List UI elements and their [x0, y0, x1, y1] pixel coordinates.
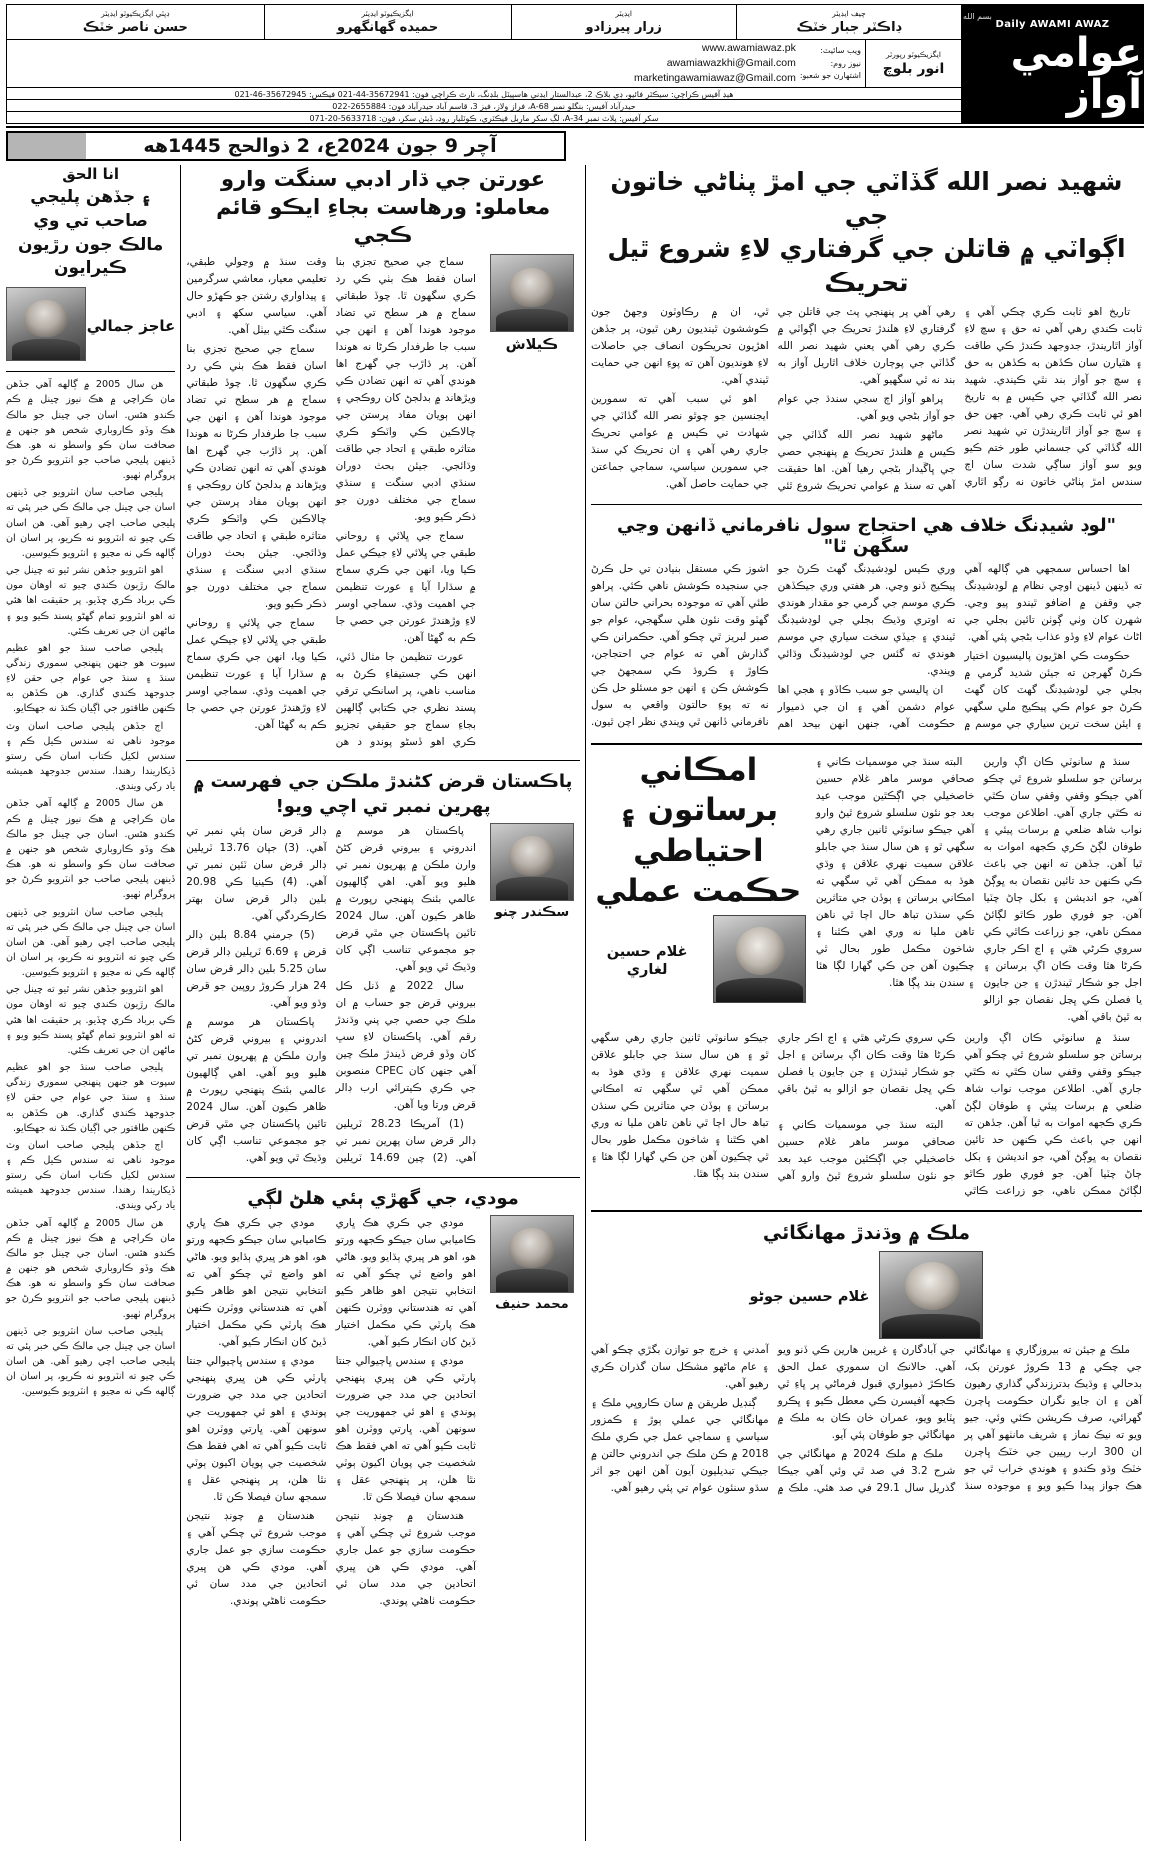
paragraph: اهو ئي سبب آهي ته سمورين ايجنسين جو چوٿو نصر الله گڏاٽي جي شهادت تي ڪيس ۾ عوامي تحريڪ جاري رهي آهي ۽ ان تحريڪ کي سنڌ جي سمورين سياسي، سماجي جماعتن جي حمايت حاصل آهي.	[590, 393, 769, 490]
masthead-contact-row	[7, 39, 961, 87]
paragraph: پليجي صاحب سان انٽرويو جي ڏينهن اسان جي چينل جي مالڪ ڪي خبر پئي ته پليجي صاحب اچي رهيو آهي. هن اسان ڪي چيو ته انٽرويو نه ڪريو، پر اسان ان ڳالهه ڪي نه مڃيو ۽ انٽرويو ڪيوسين.	[6, 487, 176, 559]
author-photo	[879, 1251, 983, 1339]
contact-newsroom-email[interactable]: awamiawazkhi@Gmail.com	[666, 57, 796, 70]
rains-headline-line1: امڪاني برساتون ۽	[618, 752, 779, 829]
author-photo	[6, 287, 86, 361]
paragraph: (5) جرمني 8.84 بلين ڊالر قرض ۽ 6.69 ٽريلين ڊالر قرض سان 5.25 بلين ڊالر قرض سان 24 هزار ڪروڙ روپين جو قرض وڌو ويو آهي.	[186, 928, 327, 1009]
column-left	[6, 165, 175, 1841]
paragraph: ملڪ ۾ جيئن ته بيروزگاري ۽ مهانگائي جي چڪي ۾ 13 ڪروڙ عورتن بک، بدحالي ۽ وڌيڪ بدترزندگي گذاري رهيون آهن ۽ ان جايو نگران حڪومت ڀاڄرن گهرائي، صرف ڪريشن ڪئي وئي. جيو ويو ته نيڪ نماز ۽ شريف مانٺهو آهي پر ان 300 ارب رپيين جي خٽڪ ڀاڄرن خٽڪ وڌو ڪندو ۽ هوندي خراب ٿي جو هڪ جواز پيدا ڪيو ويو ۽ موجوده سنڌ جي آبادگارن ۽ غريبن هارين ڪي ڏنو ويو آهي. حالانڪ ان سموري عمل الحق ڪاڪڙ ذميواري قبول فرماڻي پر ڀاءِ ٿي ڪجهه آفيسرن ڪي معطل ڪيو ۽ ڀڪرو ڀٽايو ويو، عمران خان ڪان به ملڪ ۾ مهانگائي جو طوفان پئي آيو.	[777, 1343, 1143, 1492]
contact-values	[11, 41, 796, 86]
author-photo	[490, 254, 574, 332]
divider	[6, 371, 175, 372]
paragraph: سنڌ ۾ سانوٽي ڪان اڳ وارين برساتن جو سلسلو شروع ٿي چڪو آهي جيڪو وقفي وقفي سان ڪٿي نه ڪٿي جاري آهي. اطلاعن موجب نواب شاھ ضلعي ۾ برسات پيئي ۽ طوفان لڳڻ ڪري ڪجهه اموات به ٿيا آهن. جڏهن ته انهن جي باعث ڪي ڪنهن حد تائين نقصان به ڀوڳڻ آهي، جو انديشن ۽ بکل ڄاڻ چٽيا آهن. جو فوري طور ڪاٿو لڳائڻ ممڪن ناهي، جو زراعت ڪاٿي ڪي سروي ڪرڻي هٿي ۽ اڃ اڪر جاري ڪرڻا هٿا وقت ڪان اڳ برساتن ۽ اجل جو شڪار ٿيندڙن ۽ جن جايون يا فصلن ڪي ڀڃل نقصان جو ازالو به ٿيڻ باقي آهي.	[983, 756, 1142, 1023]
women-sangat-body	[186, 254, 476, 751]
women-sangat-headline: عورتن جي ڌار ادبي سنگت وارو معاملو: ورهاست بجاءِ ايڪو قائم ڪجي	[216, 167, 551, 248]
author-photo	[490, 823, 574, 901]
column-headline	[6, 186, 175, 281]
paragraph: مودي جي ڪري هڪ ڀاري ڪاميابي سان جيڪو ڪجهه ورتو هو، اهو هر ڀيري ٻڌايو ويو. هاڻي اهو واضع ٿي چڪو آهي ته انتخابي نتيجن اهو ظاهر ڪيو آهي ته هندستاني ووٽرن ڪنهن هڪ پارٽي ڪي مڪمل اختيار ڏيڻ کان انڪار ڪيو آهي.	[335, 1217, 476, 1349]
paragraph: پاڪستان هر موسم ۾ اندروني ۽ بيروني قرض کڻڻ وارن ملڪن ۾ پهريون نمبر تي هليو ويو آهي. اهي ڳالهيون عالمي بئنڪ پنهنجي رپورٽ ۾ ظاهر ڪيون آهن. سال 2024 تائين پاڪستان جي مٿي قرض جو مجموعي تناسب اڳي کان وڌيڪ ٿي ويو آهي.	[186, 1015, 327, 1164]
masthead-info-block	[6, 4, 961, 124]
staff-name: ڊاڪٽر جبار خٽڪ	[796, 19, 902, 35]
column-headline-line1: ۽ جڏهن پليجي صاحب تي وي	[30, 187, 151, 231]
masthead-logo-block	[961, 4, 1144, 124]
loadshedding-headline: "لوڊ شيڊنگ خلاف هي احتجاج سول نافرماني ڏانهن وڃي سگهن ٿا"	[616, 515, 1116, 557]
bismillah-text: بسم الله	[963, 12, 992, 21]
paragraph: پليجي صاحب سنڌ جو اهو عظيم سپوت هو جنهن پنهنجي سموري زندگي سنڌ ۽ سنڌ جي عوام جي حقن لاءِ جدوجهد ڪندي گذاري. هن ڪڏهن به ڪنهن طاقتور جي اڳيان ڪنڌ نه جھڪايو.	[6, 642, 176, 715]
loan-headline: پاڪستان قرض کڻندڙ ملڪن جي فهرست ۾ پهرين نمبر تي اچي ويو!	[193, 771, 573, 817]
author-photo	[713, 915, 806, 1003]
paragraph: (1) آمريڪا 28.23 ٽريلين ڊالر قرض سان پهرين نمبر تي آهي. (2) چين 14.69 ٽريلين ڊالر قرض سان ٻئي نمبر تي آهي. (3) جپان 13.76 ٽريلين ڊالر قرض سان ٽئين نمبر تي آهي. (4) ڪينيا ڪي 20.98 بلين ڊالر قرض سان بهتر ڪارڪردگي آهي.	[186, 824, 476, 1164]
paragraph: مودي ۽ سندس ڀاڄيوالي جنتا پارٽي ڪي هن ڀيري پنهنجي اتحادين جي مدد جي ضرورت پوندي ۽ اهو ئي جمهوريت جي سونهن آهي. ڀارتي ووٽرن اهو ثابت ڪيو آهي ته اهي فقط هڪ شخصيت جي پويان اکيون ٻوٽي نٿا هلن، پر پنهنجي عقل ۽ سمجھ سان فيصلا ڪن ٿا.	[186, 1355, 327, 1504]
divider	[591, 504, 1142, 505]
rains-body	[816, 754, 1142, 1026]
rains-headline-line2: احتياطي حڪمت عملي	[595, 832, 802, 909]
price-author-block	[591, 1251, 1142, 1339]
price-body	[591, 1342, 1142, 1497]
paragraph: اها احساس سمجهي هي ڳالهه آهي ته ڏينهن ڏينهن اوچي نظام ۾ لوڊشيڊنگ جي وقفن ۾ اضافو ٿيندو پيو وڃي. شهرن کان وٺي ڳوٺن تائين بجلي جي اڻاٺ عوام لاءِ وڏو عذاب بڻجي پئي آهي.	[964, 563, 1142, 643]
author-name: عاجز جمالي	[86, 316, 176, 335]
paragraph: سال 2022 ۾ ڏنل ڪل بيروني قرض جو حساب ۾ ان ملڪ جي حصي جي پني وڌندڙ رقم آهي. پاڪستان لاءِ سڀ کان وڏو قرض ڏيندڙ ملڪ چين آهي جنهن کان CPEC منصوبن جي ڪري ڪيترائي ارب ڊالر قرض ورتا ويا آهن.	[335, 979, 476, 1111]
staff-executive-editor	[264, 5, 511, 39]
staff-role: ايڊيٽر	[615, 9, 632, 19]
divider	[186, 760, 580, 761]
paragraph: سماج جي صحيح تجزي بنا اسان فقط هڪ بٺي ڪي رد ڪري سگهون ٿا. چوڏ طبقاتي سماج ۾ هر سطح تي تضاد موجود هوندا آهن ۽ انهن جي سبب جا طرفدار ڪرڻا نه هوندا آهن. پر ڌاڙب جي گهرج اها هوندي آهي ته انهن تضادن ڪي ويڙهاند ۾ بدلجڻ کان روڪجي ۽ انهن ٻويان مفاد پرستن جي چالاڪين ڪي واٽڪو ڪري متاثره طبقي ۽ اتحاد جي طاقت وڌائجي. جيئن بحث دوران سنڌي ادبي سنگت ۽ سنڌي سماج جي مختلف دورن جو ذڪر ڪيو ويو.	[335, 256, 476, 524]
masthead	[6, 4, 1144, 128]
content-grid	[6, 165, 1144, 1841]
paragraph: هن سال 2005 ۾ ڳالهه آهي جڏهن مان ڪراچي ۾ هڪ نيوز چينل ۾ ڪم ڪندو هئس. اسان جي چينل جو مالڪ هڪ وڏو ڪاروباري شخص هو جنهن ۾ صحافت سان ڪو واسطو نه هو. هڪ ڏينهن پليجي صاحب جو انٽرويو ڪرڻ جو پروگرام ٺهيو.	[6, 798, 176, 901]
column-right	[591, 165, 1144, 1841]
paragraph: اڄ جڏهن پليجي صاحب اسان وٽ موجود ناهي ته سندس ڪيل ڪم ۽ سندس لکيل ڪتاب اسان ڪي رستو ڏيکاريندا رهندا. سندس جدوجهد هميشه ياد رکي ويندي.	[6, 720, 176, 793]
author-name: غلام حسين جوڻو	[749, 1288, 870, 1305]
paragraph: پليجي صاحب سان انٽرويو جي ڏينهن اسان جي چينل جي مالڪ ڪي خبر پئي ته پليجي صاحب اچي رهيو آهي. هن اسان ڪي چيو ته انٽرويو نه ڪريو، پر اسان ان ڳالهه ڪي نه مڃيو ۽ انٽرويو ڪيوسين.	[6, 906, 176, 979]
masthead-staff-row	[7, 5, 961, 39]
rains-body-cont	[591, 1030, 1142, 1200]
masthead-contact-body	[7, 40, 865, 87]
staff-name: حميده گھانگھرو	[336, 19, 439, 35]
paragraph: هن سال 2005 ۾ ڳالهه آهي جڏهن مان ڪراچي ۾ هڪ نيوز چينل ۾ ڪم ڪندو هئس. اسان جي چينل جو مالڪ هڪ وڏو ڪاروباري شخص هو جنهن ۾ صحافت سان ڪو واسطو نه هو. هڪ ڏينهن پليجي صاحب جو انٽرويو ڪرڻ جو پروگرام ٺهيو.	[6, 1217, 176, 1320]
contact-label-newsroom: نيوز روم:	[830, 58, 861, 68]
paragraph: اڄ جڏهن پليجي صاحب اسان وٽ موجود ناهي ته سندس ڪيل ڪم ۽ سندس لکيل ڪتاب اسان ڪي رستو ڏيکاريندا رهندا. سندس جدوجهد هميشه ياد رکي ويندي.	[6, 1139, 176, 1212]
staff-chief-editor	[736, 5, 961, 39]
columnist-body	[6, 377, 175, 1841]
paragraph: پراهو آواز اڄ سجي سندڌ جي عوام جو آواز بڻجي ويو آهي.	[777, 393, 956, 422]
rains-headline	[591, 750, 806, 911]
paragraph: پليجي صاحب سنڌ جو اهو عظيم سپوت هو جنهن پنهنجي سموري زندگي سنڌ ۽ سنڌ جي عوام جي حقن لاءِ جدوجهد ڪندي گذاري. هن ڪڏهن به ڪنهن طاقتور جي اڳيان ڪنڌ نه جھڪايو.	[6, 1062, 176, 1134]
masthead-brand-sindhi: عوامي آواز	[1010, 30, 1142, 118]
loan-author-block	[484, 823, 580, 921]
paragraph: البته سنڌ جي موسميات ڪاني ۽ صحافي موسر ماهر غلام حسين خاصخيلي جي اڳڪٿين موجب عيد بعد جو نئون سلسلو شروع ٿيڻ وارو آهي جيڪو سانوٽي ٿانين جاري رهي سگهي ٿو ۽ هن سال سنڌ جي جابلو علاقن سميت نهري علاقن ۽ وڌي هوڌ به ممڪن آهي ٿي سگهي ته امڪاني برساتن ۽ ٻوڏن جي متاثرين ڪي سنڌن تباھ حال اڄا ٿي ناهن تاهن مليا نه وري اهي ڪٿنا ۽ شاخون مڪمل طور بحال ٿي چڪيون آهن جن ڪي گهارا لڳا هئا ۽ سندن بند پڳا هٿا.	[815, 756, 975, 989]
lead-headline-line1: شهيد نصر الله گڏاٽي جي امڙ پٺاڻي خاتون جي	[610, 167, 1123, 230]
staff-editor	[511, 5, 736, 39]
masthead-brand-english: Daily AWAMI AWAZ	[995, 19, 1110, 30]
paragraph: سماج جي صحيح تجزي بنا اسان فقط هڪ بٺي ڪي رد ڪري سگهون ٿا. چوڏ طبقاتي سماج ۾ هر سطح تي تضاد موجود هوندا آهن ۽ انهن جي سبب جا طرفدار ڪرڻا نه هوندا آهن. پر ڌاڙب جي گهرج اها هوندي آهي ته انهن تضادن ڪي ويڙهاند ۾ بدلجڻ کان روڪجي ۽ انهن ٻويان مفاد پرستن جي چالاڪين ڪي واٽڪو ڪري متاثره طبقي ۽ اتحاد جي طاقت وڌائجي. جيئن بحث دوران سنڌي ادبي سنگت ۽ سنڌي سماج جي مختلف دورن جو ذڪر ڪيو ويو.	[186, 343, 327, 611]
paragraph: سنڌ ۾ سانوٽي ڪان اڳ وارين برساتن جو سلسلو شروع ٿي چڪو آهي جيڪو وقفي وقفي سان ڪٿي نه ڪٿي جاري آهي. اطلاعن موجب نواب شاھ ضلعي ۾ برسات پيئي ۽ طوفان لڳڻ ڪري ڪجهه اموات به ٿيا آهن. جڏهن ته انهن جي باعث ڪي ڪنهن حد تائين نقصان به ڀوڳڻ آهي، جو انديشن ۽ بکل ڄاڻ چٽيا آهن. جو فوري طور ڪاٿو لڳائڻ ممڪن ناهي، جو زراعت ڪاٿي ڪي سروي ڪرڻي هٿي ۽ اڃ اڪر جاري ڪرڻا هٿا وقت ڪان اڳ برساتن ۽ اجل جو شڪار ٿيندڙن ۽ جن جايون يا فصلن ڪي ڀڃل نقصان جو ازالو به ٿيڻ باقي آهي.	[777, 1032, 1142, 1197]
article-lead	[591, 165, 1142, 495]
column-kicker: انا الحق	[62, 165, 119, 183]
staff-executive-reporter	[865, 40, 961, 87]
address-sukkur: سکر آفيس: پلاٽ نمبر 34-A، لڳ سکر ماربل فيڪٽري، ڪوٽليار روڊ، ڏيئن سکر، فون: 5633718-20-071	[7, 111, 961, 123]
divider	[186, 1177, 580, 1178]
author-name: ڪيلاش	[505, 337, 559, 354]
paragraph: مودي ۽ سندس ڀاڄيوالي جنتا پارٽي ڪي هن ڀيري پنهنجي اتحادين جي مدد جي ضرورت پوندي ۽ اهو ئي جمهوريت جي سونهن آهي. ڀارتي ووٽرن اهو ثابت ڪيو آهي ته اهي فقط هڪ شخصيت جي پويان اکيون ٻوٽي نٿا هلن، پر پنهنجي عقل ۽ سمجھ سان فيصلا ڪن ٿا.	[335, 1355, 476, 1504]
lead-headline	[591, 165, 1142, 299]
contact-website-url[interactable]: www.awamiawaz.pk	[701, 42, 796, 55]
contact-label-ads: اشتهارن جو شعبو:	[799, 70, 861, 80]
staff-role: ايگزيڪيوٽو ايڊيٽر	[361, 9, 414, 19]
column-divider	[180, 165, 181, 1841]
staff-deputy-executive-editor	[7, 5, 264, 39]
divider-thick	[591, 743, 1142, 745]
paragraph: هندستان ۾ چونڊ نتيجن موجب شروع ٿي چڪي آهي ۽ حڪومت سازي جو عمل جاري آهي. مودي ڪي هن ڀيري اتحادين جي مدد سان ئي حڪومت ٺاهڻي پوندي.	[335, 1510, 476, 1608]
article-loadshedding	[591, 510, 1142, 733]
paragraph: البته سنڌ جي موسميات ڪاني ۽ صحافي موسر ماهر غلام حسين خاصخيلي جي اڳڪٿين موجب عيد بعد جو نئون سلسلو شروع ٿيڻ وارو آهي جيڪو سانوٽي ٿانين جاري رهي سگهي ٿو ۽ هن سال سنڌ جي جابلو علاقن سميت نهري علاقن ۽ وڌي هوڌ به ممڪن آهي ٿي سگهي ته امڪاني برساتن ۽ ٻوڏن جي متاثرين ڪي سنڌن تباھ حال اڄا ٿي ناهن تاهن مليا نه وري اهي ڪٿنا ۽ شاخون مڪمل طور بحال ٿي چڪيون آهن جن ڪي گهارا لڳا هئا ۽ سندن بند پڳا هٿا.	[590, 1032, 956, 1182]
staff-role: ڊپٽي ايگزيڪيوٽو ايڊيٽر	[101, 9, 170, 19]
paragraph: سماج جي ڀلائي ۽ روحاني طبقي جي ڀلائي لاءِ جيڪي عمل ڪيا ويا، انهن جي ڪري سماج ۾ سڌارا آيا ۽ عورت تنظيمن جي اهميت وڌي. سماجي اوسر لاءِ وڙهندڙ عورتن جي حصي جا ڪم به گھڻا آهن.	[335, 530, 476, 645]
paragraph: ملڪ ۾ ملڪ 2024 ۾ مهانگائي جي شرح 3.2 في صد ٿي وئي آهي جيڪا گذريل سال 29.1 في صد هئي. ملڪ ۾ آمدني ۽ خرچ جو توازن بگڙي چڪو آهي ۽ عام ماڻهو مشڪل سان گذران ڪري رهيو آهي.	[590, 1343, 956, 1494]
article-price-rise	[591, 1217, 1142, 1837]
address-hyderabad: حيدرآباد آفيس: بنگلو نمبر 68-A، فراز ولاز، فيز 3، قاسم آباد حيدرآباد فون: 2655884-022	[7, 99, 961, 111]
modi-author-block	[484, 1215, 580, 1313]
rains-author-block	[591, 915, 806, 1003]
article-rains	[591, 750, 1142, 1200]
paragraph: پاڪستان هر موسم ۾ اندروني ۽ بيروني قرض کڻڻ وارن ملڪن ۾ پهريون نمبر تي هليو ويو آهي. اهي ڳالهيون عالمي بئنڪ پنهنجي رپورٽ ۾ ظاهر ڪيون آهن. سال 2024 تائين پاڪستان جي مٿي قرض جو مجموعي تناسب اڳي کان وڌيڪ ٿي ويو آهي.	[335, 824, 476, 973]
staff-name: زرار پيرزادو	[585, 19, 662, 35]
paragraph: مودي جي ڪري هڪ ڀاري ڪاميابي سان جيڪو ڪجهه ورتو هو، اهو هر ڀيري ٻڌايو ويو. هاڻي اهو واضع ٿي چڪو آهي ته انتخابي نتيجن اهو ظاهر ڪيو آهي ته هندستاني ووٽرن ڪنهن هڪ پارٽي ڪي مڪمل اختيار ڏيڻ کان انڪار ڪيو آهي.	[186, 1217, 327, 1349]
contact-label-website: ويب سائيٽ:	[820, 46, 861, 56]
rains-body-wrap	[816, 750, 1142, 1026]
staff-role: چيف ايڊيٽر	[832, 9, 866, 19]
column-headline-line2: مالڪ جون رڙيون ڪيرايون	[17, 234, 164, 279]
paragraph: هندستان ۾ چونڊ نتيجن موجب شروع ٿي چڪي آهي ۽ حڪومت سازي جو عمل جاري آهي. مودي ڪي هن ڀيري اتحادين جي مدد سان ئي حڪومت ٺاهڻي پوندي.	[186, 1510, 327, 1608]
paragraph: حڪومت ڪي اهڙيون پاليسيون اختيار ڪرڻ گهرجن ته جيئن شديد گرمي ۾ بجلي جي لوڊشيڊنگ گھٽ کان گھٽ ڪرڻ جو عوام ڪي پيڪيج ملي سگهي ۽ ايئن سخت ترين سياري جي موسم ۾ وري ڪيس لوڊشيڊنگ گھٽ ڪرڻ جو پيڪيج ڏنو وڃي. هر هفتي وري جيڪڏهن ڪري موسم جي گرمي جو مقدار هوندي ته اوتري وڌيڪ بجلي جي لوڊشيڊنگ ٿيندي ۽ جيڏي سخت سياري جي موسم هوندي ته گئس جي لوڊشيڊنگ وڌائي ويندي.	[777, 563, 1142, 730]
lead-body	[591, 304, 1142, 495]
rains-head-wrap	[591, 750, 806, 1006]
paragraph: عورت تنظيمن جا مثال ڏئي، انهن ڪي جستيفاءِ ڪرڻ به مناسب ناهي، پر اسانڪي ترقي پسند نظري جي ڪتابي ڳالهين بجاءِ سماج جو حقيقي تجزيو ڪري اهو ڏسڻو پوندو د هن وقت سنڌ ۾ وڃولي طبقي، تعليمي معيار، معاشي سرگرمين ۽ پيداواري رشتن جو ڪهڙو حال آهي. سياسي سکھ ۽ ادبي سنگت ڪٿي بيٺل آهي.	[186, 256, 476, 749]
women-sangat-author-block	[484, 254, 580, 354]
column-middle	[186, 165, 580, 1841]
price-headline: ملڪ ۾ وڌندڙ مهانگائي	[762, 1222, 970, 1244]
publication-date: آچر 9 جون 2024ع، 2 ذوالحج 1445هه	[143, 135, 497, 157]
article-loan	[186, 766, 580, 1168]
staff-name: انور بلوچ	[882, 60, 945, 77]
staff-name: حسن ناصر خٽڪ	[82, 19, 188, 35]
address-karachi: هيڊ آفيس ڪراچي: سيڪٽر فائيو، ڊي بلاڪ 2، عبدالستار ايڊني ھاسپيٽل بلڊنگ، نارٿ ڪراچي فون: 35672941-44-021 فيڪس: 35672945-46-021	[7, 87, 961, 99]
paragraph: سماج جي ڀلائي ۽ روحاني طبقي جي ڀلائي لاءِ جيڪي عمل ڪيا ويا، انهن جي ڪري سماج ۾ سڌارا آيا ۽ عورت تنظيمن جي اهميت وڌي. سماجي اوسر لاءِ وڙهندڙ عورتن جي حصي جا ڪم به گھڻا آهن.	[186, 617, 327, 732]
date-bar-grey-block	[8, 133, 86, 159]
divider-thick	[591, 1210, 1142, 1212]
paragraph: تاريخ اهو ثابت ڪري چڪي آهي ۽ ثابت ڪندي رهي آهي ته حق ۽ سچ لاءِ آواز اٿاريندڙ، جدوجهد ڪندڙ ڪي طاقت ۽ هٿيارن سان ڪڏهن به ڪڏهن به حق ۽ سچ جو آواز بند نٿي ڪيندي. شهيد نصر الله گڏاٽي جي ڪيس ۾ به تاريخ اهو ئي ثابت ڪري رهي آهي. جهن حق ۽ سچ جو آواز اٿاريندڙن تي شهيد نصر الله گڏاٽي کي جسماني طور ختم ڪيو ويو سو آواز ساڳي شدت سان اڄ سندس امڙ پٺاڻي خاتون نه رڳو اٿاري رهي آهي پر پنهنجي پٽ جي قاتلن جي گرفتاري لاءِ هلندڙ تحريڪ جي اڳواٽي ۾ ڪري رهي آهي يعني شهيد نصر الله گڏاٽي جي پوڄارن خلاف اٿاريل آواز به بند نه ٿي سگهيو آهي.	[777, 306, 1142, 488]
column-divider	[585, 165, 586, 1841]
contact-ads-email[interactable]: marketingawamiawaz@Gmail.com	[634, 72, 796, 85]
author-photo	[490, 1215, 574, 1293]
paragraph: اهو انٽرويو جڏهن نشر ٿيو ته چينل جي مالڪ رڙيون ڪندي چيو ته اوهان مون ڪي برباد ڪري ڇڏيو. پر حقيقت اها هئي ته اهو انٽرويو تمام گهڻو پسند ڪيو ويو ۽ ماڻهن ان جي تعريف ڪئي.	[6, 565, 176, 637]
loadshedding-body	[591, 561, 1142, 733]
author-name: سڪندر چنو	[494, 904, 570, 920]
lead-headline-line2: اڳواٽي ۾ قاتلن جي گرفتاري لاءِ شروع ٿيل تحريڪ	[607, 234, 1126, 297]
date-bar-spacer	[566, 131, 1144, 161]
paragraph: اهو انٽرويو جڏهن نشر ٿيو ته چينل جي مالڪ رڙيون ڪندي چيو ته اوهان مون ڪي برباد ڪري ڇڏيو. پر حقيقت اها هئي ته اهو انٽرويو تمام گهڻو پسند ڪيو ويو ۽ ماڻهن ان جي تعريف ڪئي.	[6, 984, 176, 1056]
paragraph: هن سال 2005 ۾ ڳالهه آهي جڏهن مان ڪراچي ۾ هڪ نيوز چينل ۾ ڪم ڪندو هئس. اسان جي چينل جو مالڪ هڪ وڏو ڪاروباري شخص هو جنهن ۾ صحافت سان ڪو واسطو نه هو. هڪ ڏينهن پليجي صاحب جو انٽرويو ڪرڻ جو پروگرام ٺهيو.	[6, 379, 176, 482]
staff-role: ايگزيڪيوٽو رپورٽر	[886, 50, 941, 60]
date-box	[6, 131, 566, 161]
paragraph: ماڻهو شهيد نصر الله گڏاٽي جي ڪيس ۾ هلندڙ تحريڪ ۾ پنهنجي حصي جي ڀاڱيدار بڻجي رهيا آهن. اها حقيقت آهي ته سنڌ ۾ عوامي تحريڪ شروع ٿئي ٿي، ان ۾ رڪاوٽون وجھڻ جون ڪوششون ٿينديون رهن ٿيون، پر جڏهن اهڙيون تحريڪون انصاف جي حاصلات لاءِ هونديون آهن ته پوءِ انهن جي حمايت ٿيندي آهي.	[590, 306, 956, 492]
modi-headline: مودي، جي گھڙي ٻئي هلڻ لڳي	[247, 1187, 519, 1209]
columnist-author-block	[6, 287, 175, 361]
date-bar	[6, 131, 1144, 161]
author-name: محمد حنيف	[495, 1297, 569, 1313]
author-name: غلام حسين لغاري	[606, 944, 688, 979]
paragraph: ڳنڊيل طريقن ۾ سان ڪاروڀي ملڪ ۽ مهانگائي جي عملي ٻوڙ ۽ ڪمزور سياسي ۽ سماجي عمل جي ڪري ملڪ 2018 ۾ ڪن ملڪ جي اندروني حالتن ۾ جيڪي تبديليون آيون آهن انهن جو اثر سڌو سنئون عوام تي پئي رهيو آهي.	[590, 1396, 769, 1494]
modi-body	[186, 1215, 476, 1612]
article-women-sangat	[186, 165, 580, 751]
paragraph: ان پاليسي جو سبب ڪاڏو ۽ هجي اها عوام دشمن آهي ۽ ان جي ذميوار حڪومت آهي، جنهن انهن بيحد اهم اشوز ڪي مستقل بنيادن تي حل ڪرڻ جي سنجيده ڪوشش ناهي ڪئي. پراهو طئي آهي ته موجوده بحراني حالتن سان گهٽو وقت نئون هلي سگهجي، عوام جو صبر لبريز ٿي چڪو آهي. حڪمرانن ڪي گذارش آهي ته عوام جي احتجاجن، ڪاوڙ ۽ ڪروڌ ڪي سمجهڻ جي ڪوشش ڪن ۽ انهن جو مسئلو حل ڪن نه ته پوءِ حالتون واقعي به سول نافرماني ڏانهن ٿي ويندي نظر اچن ٿيون.	[590, 563, 956, 730]
contact-labels	[796, 45, 861, 82]
paragraph: پليجي صاحب سان انٽرويو جي ڏينهن اسان جي چينل جي مالڪ ڪي خبر پئي ته پليجي صاحب اچي رهيو آهي. هن اسان ڪي چيو ته انٽرويو نه ڪريو، پر اسان ان ڳالهه ڪي نه مڃيو ۽ انٽرويو ڪيوسين.	[6, 1325, 176, 1398]
loan-body	[186, 823, 476, 1168]
article-modi	[186, 1183, 580, 1837]
